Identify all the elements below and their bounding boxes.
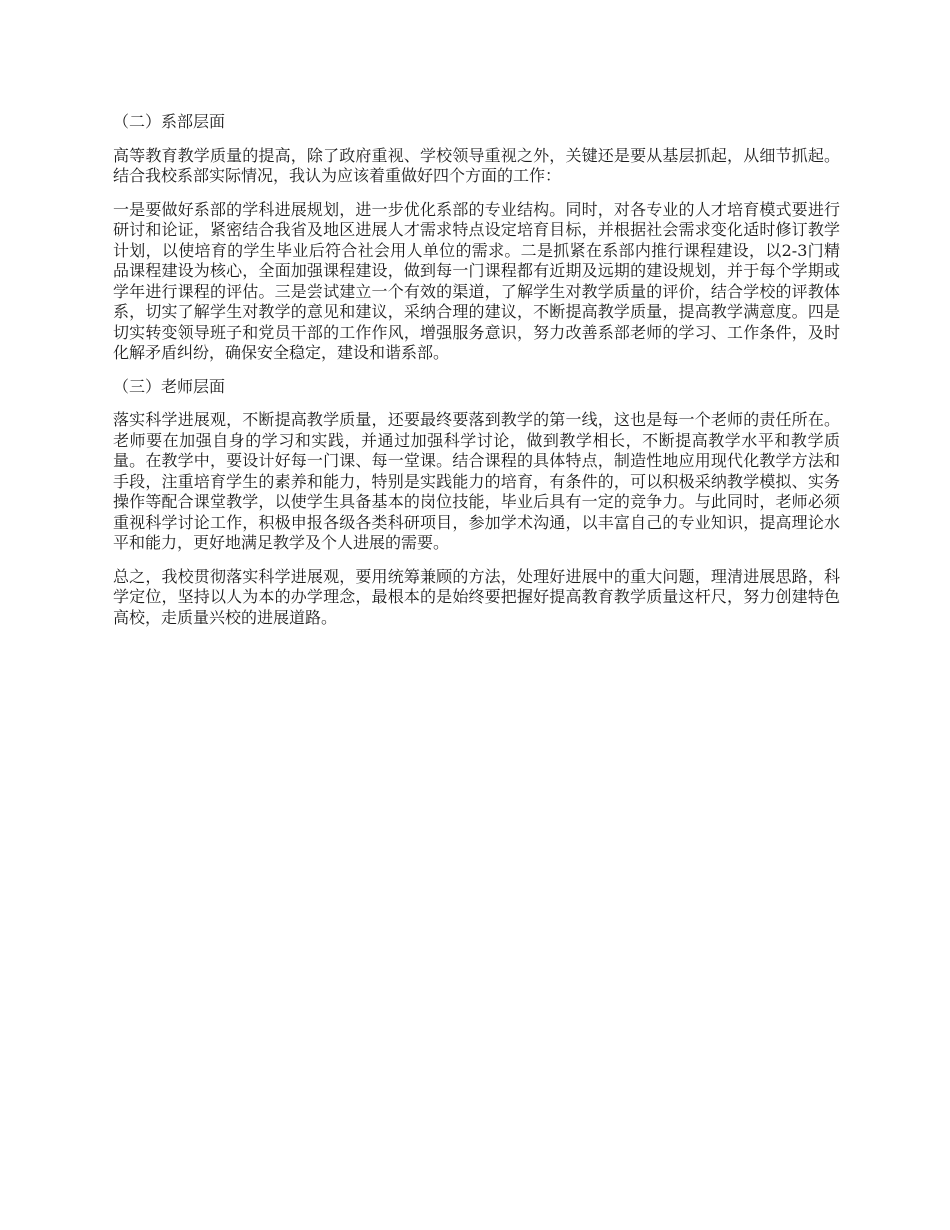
paragraph-teacher: 落实科学进展观，不断提高教学质量，还要最终要落到教学的第一线，这也是每一个老师的责任所在。老师要在加强自身的学习和实践，并通过加强科学讨论，做到教学相长，不断提高教学水平和教学质量。在教学中，要设计好每一门课、每一堂课。结合课程的具体特点，制造性地应用现代化教学方法和手段，注重培育学生的素养和能力，特别是实践能力的培育，有条件的，可以积极采纳教学模拟、实务操作等配合课堂教学，以使学生具备基本的岗位技能，毕业后具有一定的竞争力。与此同时，老师必须重视科学讨论工作，积极申报各级各类科研项目，参加学术沟通，以丰富自己的专业知识，提高理论水平和能力，更好地满足教学及个人进展的需要。: [113, 410, 840, 552]
section-heading-teacher: （三）老师层面: [113, 376, 226, 396]
paragraph-department-intro: 高等教育教学质量的提高，除了政府重视、学校领导重视之外，关键还是要从基层抓起，从细节抓起。结合我校系部实际情况，我认为应该着重做好四个方面的工作：: [113, 145, 840, 185]
paragraph-department-work: 一是要做好系部的学科进展规划，进一步优化系部的专业结构。同时，对各专业的人才培育模式要进行研讨和论证，紧密结合我省及地区进展人才需求特点设定培育目标，并根据社会需求变化适时修订教学计划，以使培育的学生毕业后符合社会用人单位的需求。二是抓紧在系部内推行课程建设，以2-3门精品课程建设为核心，全面加强课程建设，做到每一门课程都有近期及远期的建设规划，并于每个学期或学年进行课程的评估。三是尝试建立一个有效的渠道，了解学生对教学质量的评价，结合学校的评教体系，切实了解学生对教学的意见和建议，采纳合理的建议，不断提高教学质量，提高教学满意度。四是切实转变领导班子和党员干部的工作作风，增强服务意识，努力改善系部老师的学习、工作条件，及时化解矛盾纠纷，确保安全稳定，建设和谐系部。: [113, 199, 840, 362]
document-page: [113, 112, 840, 641]
section-heading-department: （二）系部层面: [113, 112, 226, 131]
paragraph-conclusion: 总之，我校贯彻落实科学进展观，要用统筹兼顾的方法，处理好进展中的重大问题，理清进展思路，科学定位，坚持以人为本的办学理念，最根本的是始终要把握好提高教育教学质量这杆尺，努力创建特色高校，走质量兴校的进展道路。: [113, 566, 840, 627]
